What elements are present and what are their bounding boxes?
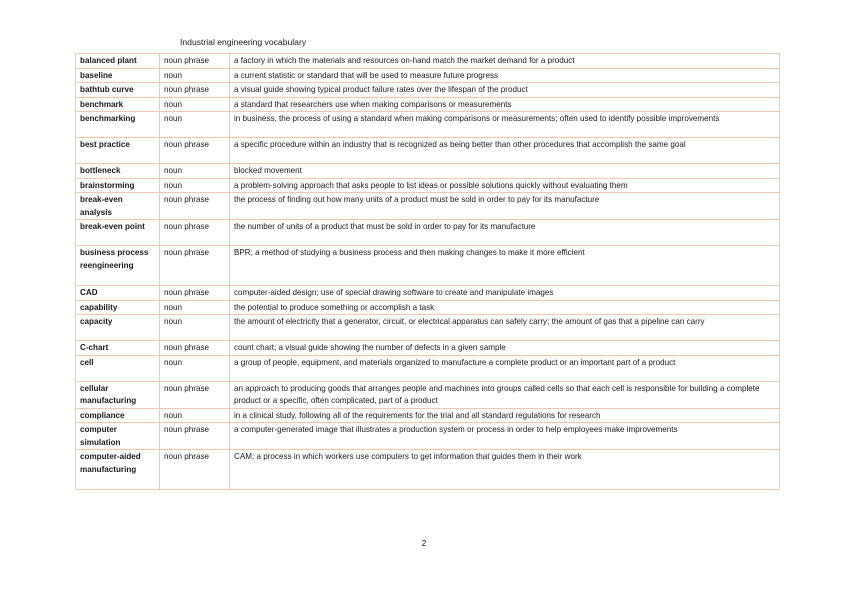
- vocabulary-table: [75, 53, 780, 490]
- term-cell: best practice: [76, 138, 160, 164]
- part-of-speech-cell: noun: [160, 164, 230, 179]
- definition-cell: a group of people, equipment, and materials organized to manufacture a complete product or an important part of a product: [230, 355, 780, 381]
- table-row: [76, 423, 780, 450]
- vocabulary-table-body: [76, 54, 780, 490]
- definition-cell: count chart; a visual guide showing the number of defects in a given sample: [230, 341, 780, 356]
- document-title: Industrial engineering vocabulary: [180, 37, 307, 47]
- table-row: [76, 355, 780, 381]
- part-of-speech-cell: noun phrase: [160, 193, 230, 220]
- part-of-speech-cell: noun phrase: [160, 286, 230, 301]
- term-cell: brainstorming: [76, 178, 160, 193]
- table-row: [76, 315, 780, 341]
- definition-cell: a visual guide showing typical product failure rates over the lifespan of the product: [230, 83, 780, 98]
- term-cell: computer simulation: [76, 423, 160, 450]
- definition-cell: an approach to producing goods that arranges people and machines into groups called cells so that each cell is responsible for building a complete product or a specific, often complicated, part of a product: [230, 381, 780, 408]
- definition-cell: CAM; a process in which workers use computers to get information that guides them in their work: [230, 450, 780, 490]
- definition-cell: a factory in which the materials and resources on-hand match the market demand for a product: [230, 54, 780, 69]
- part-of-speech-cell: noun: [160, 355, 230, 381]
- term-cell: benchmarking: [76, 112, 160, 138]
- table-row: [76, 286, 780, 301]
- page-number: 2: [421, 538, 427, 548]
- part-of-speech-cell: noun: [160, 408, 230, 423]
- part-of-speech-cell: noun phrase: [160, 423, 230, 450]
- term-cell: baseline: [76, 68, 160, 83]
- table-row: [76, 246, 780, 286]
- table-row: [76, 300, 780, 315]
- term-cell: benchmark: [76, 97, 160, 112]
- part-of-speech-cell: noun phrase: [160, 138, 230, 164]
- term-cell: cellular manufacturing: [76, 381, 160, 408]
- part-of-speech-cell: noun phrase: [160, 54, 230, 69]
- definition-cell: the potential to produce something or accomplish a task: [230, 300, 780, 315]
- definition-cell: computer-aided design; use of special drawing software to create and manipulate images: [230, 286, 780, 301]
- part-of-speech-cell: noun phrase: [160, 341, 230, 356]
- definition-cell: BPR; a method of studying a business process and then making changes to make it more efficient: [230, 246, 780, 286]
- definition-cell: blocked movement: [230, 164, 780, 179]
- part-of-speech-cell: noun: [160, 315, 230, 341]
- table-row: [76, 450, 780, 490]
- table-row: [76, 164, 780, 179]
- definition-cell: the number of units of a product that must be sold in order to pay for its manufacture: [230, 220, 780, 246]
- part-of-speech-cell: noun phrase: [160, 246, 230, 286]
- definition-cell: the amount of electricity that a generator, circuit, or electrical apparatus can safely carry; the amount of gas that a pipeline can carry: [230, 315, 780, 341]
- part-of-speech-cell: noun: [160, 300, 230, 315]
- part-of-speech-cell: noun phrase: [160, 381, 230, 408]
- term-cell: break-even analysis: [76, 193, 160, 220]
- part-of-speech-cell: noun: [160, 112, 230, 138]
- table-row: [76, 54, 780, 69]
- table-row: [76, 97, 780, 112]
- table-row: [76, 408, 780, 423]
- definition-cell: a current statistic or standard that will be used to measure future progress: [230, 68, 780, 83]
- part-of-speech-cell: noun: [160, 68, 230, 83]
- table-row: [76, 381, 780, 408]
- term-cell: bottleneck: [76, 164, 160, 179]
- table-row: [76, 220, 780, 246]
- definition-cell: the process of finding out how many units of a product must be sold in order to pay for its manufacture: [230, 193, 780, 220]
- definition-cell: in business, the process of using a standard when making comparisons or measurements; often used to identify possible improvements: [230, 112, 780, 138]
- term-cell: capacity: [76, 315, 160, 341]
- term-cell: business process reengineering: [76, 246, 160, 286]
- table-row: [76, 112, 780, 138]
- term-cell: bathtub curve: [76, 83, 160, 98]
- table-row: [76, 68, 780, 83]
- term-cell: C-chart: [76, 341, 160, 356]
- table-row: [76, 178, 780, 193]
- part-of-speech-cell: noun phrase: [160, 83, 230, 98]
- part-of-speech-cell: noun phrase: [160, 220, 230, 246]
- definition-cell: a computer-generated image that illustrates a production system or process in order to help employees make improvements: [230, 423, 780, 450]
- definition-cell: a specific procedure within an industry that is recognized as being better than other procedures that accomplish the same goal: [230, 138, 780, 164]
- part-of-speech-cell: noun: [160, 178, 230, 193]
- table-row: [76, 193, 780, 220]
- table-row: [76, 341, 780, 356]
- part-of-speech-cell: noun: [160, 97, 230, 112]
- definition-cell: a problem-solving approach that asks people to list ideas or possible solutions quickly without evaluating them: [230, 178, 780, 193]
- definition-cell: a standard that researchers use when making comparisons or measurements: [230, 97, 780, 112]
- definition-cell: in a clinical study, following all of the requirements for the trial and all standard regulations for research: [230, 408, 780, 423]
- term-cell: capability: [76, 300, 160, 315]
- term-cell: compliance: [76, 408, 160, 423]
- table-row: [76, 138, 780, 164]
- term-cell: cell: [76, 355, 160, 381]
- term-cell: CAD: [76, 286, 160, 301]
- term-cell: break-even point: [76, 220, 160, 246]
- table-row: [76, 83, 780, 98]
- term-cell: balanced plant: [76, 54, 160, 69]
- part-of-speech-cell: noun phrase: [160, 450, 230, 490]
- term-cell: computer-aided manufacturing: [76, 450, 160, 490]
